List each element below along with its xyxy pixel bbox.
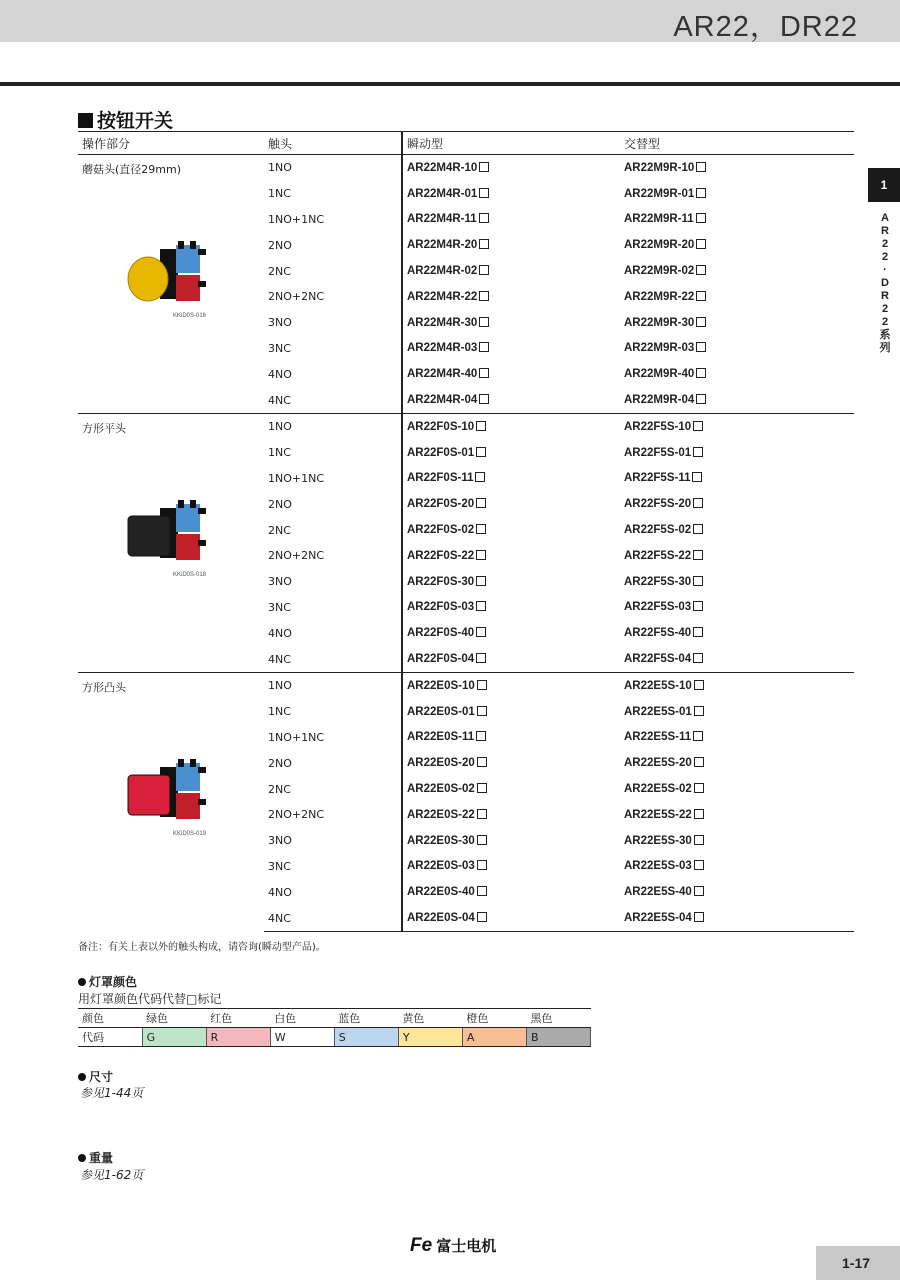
section-title <box>78 106 173 133</box>
model-code: AR22M9R-20 <box>624 239 695 252</box>
color-code-cell: R <box>206 1028 270 1047</box>
model-code: AR22F5S-40 <box>624 627 692 640</box>
col-header-contact: 触头 <box>264 132 402 155</box>
square-bullet-icon <box>78 113 93 128</box>
lens-color-heading-text: 灯罩颜色 <box>89 975 138 989</box>
color-name-cell: 蓝色 <box>334 1009 398 1028</box>
placeholder-box-icon <box>476 731 486 741</box>
placeholder-box-icon <box>694 680 704 690</box>
model-code: AR22M4R-30 <box>407 316 478 329</box>
placeholder-box-icon <box>477 860 487 870</box>
color-code-cell: S <box>334 1028 398 1047</box>
contact-cell: 4NO <box>268 626 292 640</box>
dimensions-heading-text: 尺寸 <box>89 1070 114 1084</box>
momentary-code-cell <box>402 466 620 492</box>
contact-cell: 2NC <box>268 523 291 537</box>
alternate-code-cell <box>620 699 854 725</box>
color-name-cell: 黄色 <box>398 1009 462 1028</box>
contact-cell: 3NO <box>268 834 292 848</box>
placeholder-box-icon <box>479 368 489 378</box>
model-code: AR22E0S-01 <box>407 705 475 718</box>
alternate-code-cell <box>620 672 854 698</box>
model-code: AR22F0S-11 <box>407 472 474 485</box>
alternate-code-cell <box>620 155 854 181</box>
model-code: AR22F5S-20 <box>624 498 692 511</box>
placeholder-box-icon <box>476 447 486 457</box>
alternate-code-cell <box>620 905 854 931</box>
chapter-tab: 1 <box>868 168 900 202</box>
placeholder-box-icon <box>693 524 703 534</box>
contact-cell: 2NC <box>268 264 291 278</box>
side-label-char: 2 <box>881 303 889 315</box>
model-code: AR22E0S-20 <box>407 757 475 770</box>
side-label-char: 系 <box>879 329 891 341</box>
momentary-code-cell <box>402 413 620 439</box>
model-code: AR22M4R-40 <box>407 368 478 381</box>
model-code: AR22M9R-04 <box>624 394 695 407</box>
contact-cell: 1NO <box>264 155 402 181</box>
placeholder-box-icon <box>476 576 486 586</box>
contact-cell: 1NC <box>268 187 291 201</box>
placeholder-box-icon <box>693 627 703 637</box>
contact-cell: 3NO <box>268 316 292 330</box>
placeholder-box-icon <box>692 472 702 482</box>
header-rule <box>0 82 900 86</box>
alternate-code-cell <box>620 336 854 362</box>
model-code: AR22M9R-22 <box>624 290 695 303</box>
placeholder-box-icon <box>694 835 704 845</box>
operation-name: 方形凸头 <box>82 680 126 694</box>
model-code: AR22E5S-22 <box>624 808 692 821</box>
model-code: AR22E5S-02 <box>624 783 692 796</box>
model-code: AR22E0S-03 <box>407 860 475 873</box>
model-code: AR22M9R-10 <box>624 161 695 174</box>
placeholder-box-icon <box>476 601 486 611</box>
placeholder-box-icon <box>694 706 704 716</box>
side-label-char: · <box>883 264 887 276</box>
alternate-code-cell <box>620 310 854 336</box>
momentary-code-cell <box>402 387 620 413</box>
model-code: AR22E0S-22 <box>407 808 475 821</box>
model-code: AR22E0S-10 <box>407 679 475 692</box>
color-name-cell: 黑色 <box>526 1009 590 1028</box>
contact-cell: 2NO+2NC <box>268 808 325 822</box>
product-photo <box>126 494 216 574</box>
side-label-char: R <box>881 290 889 302</box>
color-name-cell: 橙色 <box>462 1009 526 1028</box>
placeholder-box-icon <box>696 265 706 275</box>
page-number: 1-17 <box>842 1255 871 1271</box>
alternate-code-cell <box>620 569 854 595</box>
placeholder-box-icon <box>694 886 704 896</box>
alternate-code-cell <box>620 543 854 569</box>
table-note: 备注：有关上表以外的触头构成，请咨询(瞬动型产品)。 <box>78 942 326 953</box>
table-row <box>78 413 854 439</box>
model-code: AR22F5S-01 <box>624 446 692 459</box>
placeholder-box-icon <box>696 368 706 378</box>
alternate-code-cell <box>620 802 854 828</box>
contact-cell: 4NC <box>268 652 291 666</box>
momentary-code-cell <box>402 620 620 646</box>
placeholder-box-icon <box>696 188 706 198</box>
col-header-operation: 操作部分 <box>78 132 264 155</box>
model-code: AR22F5S-30 <box>624 575 692 588</box>
momentary-code-cell <box>402 569 620 595</box>
model-code: AR22E0S-02 <box>407 783 475 796</box>
dimensions-ref: 参见1-44页 <box>80 1086 144 1100</box>
model-code: AR22M9R-11 <box>624 213 694 226</box>
model-code: AR22M9R-40 <box>624 368 695 381</box>
model-code: AR22F0S-04 <box>407 653 475 666</box>
dimensions-heading <box>78 1068 113 1085</box>
momentary-code-cell <box>402 155 620 181</box>
placeholder-box-icon <box>477 835 487 845</box>
placeholder-box-icon <box>477 912 487 922</box>
momentary-code-cell <box>402 905 620 931</box>
placeholder-box-icon <box>479 213 489 223</box>
bullet-icon <box>78 1154 86 1162</box>
momentary-code-cell <box>402 828 620 854</box>
contact-cell: 1NO+1NC <box>268 471 325 485</box>
placeholder-box-icon <box>696 162 706 172</box>
contact-cell: 3NC <box>268 341 291 355</box>
model-code: AR22E5S-04 <box>624 912 692 924</box>
col-header-momentary: 瞬动型 <box>402 132 620 155</box>
contact-cell: 1NO+1NC <box>268 730 325 744</box>
table-header-row <box>78 132 854 155</box>
operation-cell <box>78 413 264 672</box>
contact-cell: 4NC <box>268 393 291 407</box>
photo-label: KKiD0S-019 <box>173 830 207 837</box>
model-code: AR22E0S-11 <box>407 731 475 744</box>
side-label-char: R <box>881 225 889 237</box>
alternate-code-cell <box>620 258 854 284</box>
model-code: AR22E5S-20 <box>624 757 692 770</box>
model-code: AR22F0S-30 <box>407 575 475 588</box>
product-table <box>78 131 854 932</box>
alternate-code-cell <box>620 387 854 413</box>
momentary-code-cell <box>402 776 620 802</box>
model-code: AR22M4R-03 <box>407 342 478 355</box>
model-code: AR22M4R-10 <box>407 161 478 174</box>
color-code-cell: 代码 <box>78 1028 142 1047</box>
model-code: AR22F5S-04 <box>624 653 692 666</box>
color-code-cell: B <box>526 1028 590 1047</box>
photo-label: KKiD0S-018 <box>173 571 207 578</box>
placeholder-box-icon <box>477 886 487 896</box>
alternate-code-cell <box>620 620 854 646</box>
placeholder-box-icon <box>693 731 703 741</box>
placeholder-box-icon <box>693 576 703 586</box>
momentary-code-cell <box>402 879 620 905</box>
header-bar <box>0 0 900 42</box>
color-code-table <box>78 1008 591 1047</box>
placeholder-box-icon <box>479 394 489 404</box>
momentary-code-cell <box>402 517 620 543</box>
placeholder-box-icon <box>476 627 486 637</box>
side-label-char: 列 <box>879 342 891 354</box>
placeholder-box-icon <box>476 550 486 560</box>
side-label-char: 2 <box>881 316 889 328</box>
momentary-code-cell <box>402 336 620 362</box>
momentary-code-cell <box>402 699 620 725</box>
momentary-code-cell <box>402 258 620 284</box>
model-code: AR22F0S-10 <box>407 420 475 433</box>
model-code: AR22F5S-22 <box>624 549 692 562</box>
model-code: AR22E0S-40 <box>407 886 475 899</box>
contact-cell: 2NO <box>268 756 292 770</box>
contact-cell: 2NO <box>268 497 292 511</box>
momentary-code-cell <box>402 854 620 880</box>
alternate-code-cell <box>620 284 854 310</box>
model-code: AR22M9R-03 <box>624 342 695 355</box>
placeholder-box-icon <box>477 680 487 690</box>
color-name-cell: 颜色 <box>78 1009 142 1028</box>
placeholder-box-icon <box>476 498 486 508</box>
model-code: AR22F5S-11 <box>624 472 691 485</box>
model-code: AR22M9R-01 <box>624 187 695 200</box>
alternate-code-cell <box>620 491 854 517</box>
model-code: AR22E5S-10 <box>624 679 692 692</box>
model-code: AR22E5S-11 <box>624 731 692 744</box>
logo-mark: Fe <box>410 1235 433 1256</box>
weight-heading <box>78 1149 113 1166</box>
operation-cell <box>78 155 264 414</box>
page-number-box <box>816 1246 900 1280</box>
momentary-code-cell <box>402 595 620 621</box>
momentary-code-cell <box>402 310 620 336</box>
alternate-code-cell <box>620 466 854 492</box>
table-row <box>78 672 854 698</box>
placeholder-box-icon <box>477 757 487 767</box>
contact-cell: 1NC <box>268 446 291 460</box>
model-code: AR22M9R-30 <box>624 316 695 329</box>
model-code: AR22M4R-11 <box>407 213 477 226</box>
bullet-icon <box>78 978 86 986</box>
bullet-icon <box>78 1073 86 1081</box>
alternate-code-cell <box>620 207 854 233</box>
momentary-code-cell <box>402 361 620 387</box>
momentary-code-cell <box>402 725 620 751</box>
photo-label: KKiD0S-016 <box>173 313 207 319</box>
lens-color-heading <box>78 973 137 990</box>
model-code: AR22F0S-01 <box>407 446 475 459</box>
placeholder-box-icon <box>479 342 489 352</box>
operation-name: 方形平头 <box>82 421 126 435</box>
alternate-code-cell <box>620 750 854 776</box>
momentary-code-cell <box>402 543 620 569</box>
model-code: AR22F0S-20 <box>407 498 475 511</box>
momentary-code-cell <box>402 440 620 466</box>
model-code: AR22F0S-03 <box>407 601 475 614</box>
momentary-code-cell <box>402 491 620 517</box>
alternate-code-cell <box>620 232 854 258</box>
color-code-cell: G <box>142 1028 206 1047</box>
color-name-row <box>78 1009 591 1028</box>
placeholder-box-icon <box>694 860 704 870</box>
placeholder-box-icon <box>694 912 704 922</box>
placeholder-box-icon <box>476 653 486 663</box>
contact-cell: 2NC <box>268 782 291 796</box>
placeholder-box-icon <box>693 601 703 611</box>
placeholder-box-icon <box>479 265 489 275</box>
model-code: AR22M4R-20 <box>407 239 478 252</box>
alternate-code-cell <box>620 440 854 466</box>
placeholder-box-icon <box>693 498 703 508</box>
model-code: AR22F5S-10 <box>624 420 692 433</box>
side-label-char: A <box>881 212 889 224</box>
operation-cell <box>78 672 264 931</box>
chapter-side-label <box>874 212 896 355</box>
alternate-code-cell <box>620 854 854 880</box>
product-photo <box>126 235 216 315</box>
placeholder-box-icon <box>479 239 489 249</box>
placeholder-box-icon <box>477 809 487 819</box>
header-title: AR22，DR22 <box>673 11 858 43</box>
momentary-code-cell <box>402 284 620 310</box>
table-body <box>78 155 854 932</box>
placeholder-box-icon <box>694 809 704 819</box>
model-code: AR22M4R-01 <box>407 187 478 200</box>
logo-text: 富士电机 <box>436 1237 497 1255</box>
side-label-char: D <box>881 277 889 289</box>
alternate-code-cell <box>620 413 854 439</box>
placeholder-box-icon <box>693 653 703 663</box>
table-row <box>78 155 854 181</box>
contact-cell: 3NC <box>268 859 291 873</box>
alternate-code-cell <box>620 595 854 621</box>
model-code: AR22F0S-02 <box>407 524 475 537</box>
fuji-electric-logo <box>410 1235 496 1257</box>
model-code: AR22M4R-02 <box>407 265 478 278</box>
side-label-char: 2 <box>881 251 889 263</box>
placeholder-box-icon <box>696 291 706 301</box>
model-code: AR22F0S-40 <box>407 627 475 640</box>
contact-cell: 1NO <box>264 672 402 698</box>
alternate-code-cell <box>620 517 854 543</box>
contact-cell: 4NC <box>264 905 402 931</box>
model-code: AR22M4R-04 <box>407 394 478 407</box>
contact-cell: 4NO <box>268 885 292 899</box>
weight-ref: 参见1-62页 <box>80 1168 144 1182</box>
placeholder-box-icon <box>694 783 704 793</box>
placeholder-box-icon <box>477 706 487 716</box>
momentary-code-cell <box>402 232 620 258</box>
alternate-code-cell <box>620 776 854 802</box>
contact-cell: 2NO+2NC <box>268 290 325 304</box>
model-code: AR22E0S-04 <box>407 912 475 924</box>
contact-cell: 1NO+1NC <box>268 212 325 226</box>
contact-cell: 2NO+2NC <box>268 549 325 563</box>
model-code: AR22E0S-30 <box>407 834 475 847</box>
contact-cell: 1NC <box>268 705 291 719</box>
color-code-row <box>78 1028 591 1047</box>
alternate-code-cell <box>620 828 854 854</box>
contact-cell: 4NO <box>268 367 292 381</box>
contact-cell: 3NO <box>268 575 292 589</box>
weight-heading-text: 重量 <box>89 1151 114 1165</box>
alternate-code-cell <box>620 725 854 751</box>
placeholder-box-icon <box>477 783 487 793</box>
color-name-cell: 白色 <box>270 1009 334 1028</box>
placeholder-box-icon <box>479 291 489 301</box>
momentary-code-cell <box>402 207 620 233</box>
model-code: AR22E5S-03 <box>624 860 692 873</box>
col-header-alternate: 交替型 <box>620 132 854 155</box>
section-title-text: 按钮开关 <box>97 110 174 132</box>
placeholder-box-icon <box>693 447 703 457</box>
momentary-code-cell <box>402 672 620 698</box>
placeholder-box-icon <box>476 524 486 534</box>
model-code: AR22F5S-02 <box>624 524 692 537</box>
color-code-cell: Y <box>398 1028 462 1047</box>
momentary-code-cell <box>402 802 620 828</box>
alternate-code-cell <box>620 181 854 207</box>
placeholder-box-icon <box>694 757 704 767</box>
placeholder-box-icon <box>475 472 485 482</box>
placeholder-box-icon <box>476 421 486 431</box>
side-label-char: 2 <box>881 238 889 250</box>
placeholder-box-icon <box>696 239 706 249</box>
momentary-code-cell <box>402 646 620 672</box>
model-code: AR22M9R-02 <box>624 265 695 278</box>
placeholder-box-icon <box>696 394 706 404</box>
model-code: AR22E5S-01 <box>624 705 692 718</box>
color-code-cell: W <box>270 1028 334 1047</box>
model-code: AR22E5S-40 <box>624 886 692 899</box>
operation-name: 蘑菇头(直径29mm) <box>82 163 182 176</box>
model-code: AR22M4R-22 <box>407 290 478 303</box>
color-name-cell: 绿色 <box>142 1009 206 1028</box>
placeholder-box-icon <box>693 550 703 560</box>
placeholder-box-icon <box>479 188 489 198</box>
alternate-code-cell <box>620 646 854 672</box>
lens-color-text: 用灯罩颜色代码代替□标记 <box>78 992 222 1006</box>
placeholder-box-icon <box>696 213 706 223</box>
momentary-code-cell <box>402 181 620 207</box>
model-code: AR22E5S-30 <box>624 834 692 847</box>
model-code: AR22F5S-03 <box>624 601 692 614</box>
placeholder-box-icon <box>479 162 489 172</box>
contact-cell: 3NC <box>268 600 291 614</box>
model-code: AR22F0S-22 <box>407 549 475 562</box>
color-code-cell: A <box>462 1028 526 1047</box>
contact-cell: 2NO <box>268 238 292 252</box>
placeholder-box-icon <box>696 342 706 352</box>
color-name-cell: 红色 <box>206 1009 270 1028</box>
placeholder-box-icon <box>696 317 706 327</box>
placeholder-box-icon <box>693 421 703 431</box>
product-photo <box>126 753 216 833</box>
alternate-code-cell <box>620 879 854 905</box>
momentary-code-cell <box>402 750 620 776</box>
alternate-code-cell <box>620 361 854 387</box>
placeholder-box-icon <box>479 317 489 327</box>
contact-cell: 1NO <box>264 413 402 439</box>
